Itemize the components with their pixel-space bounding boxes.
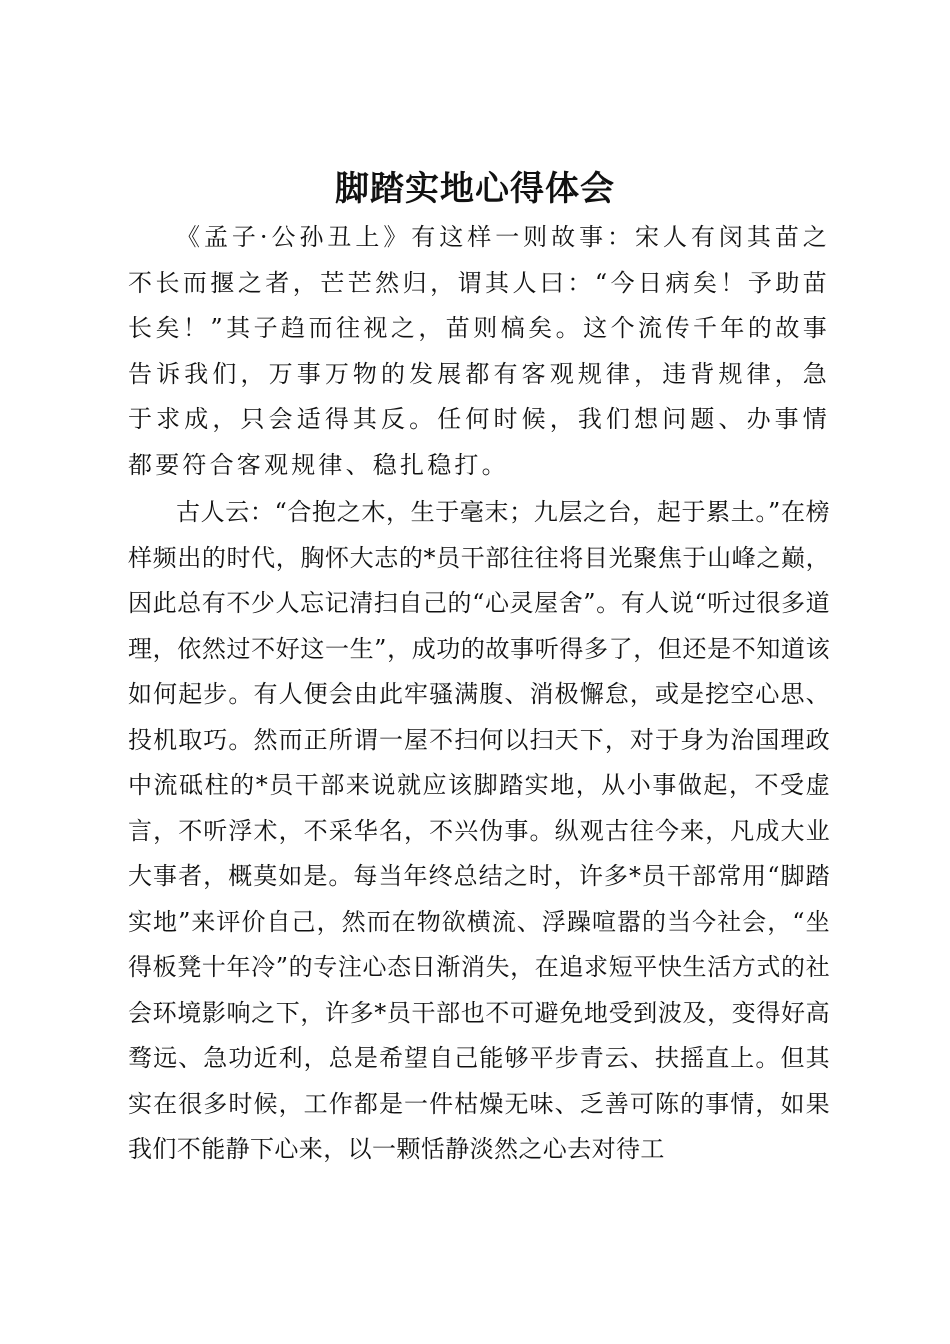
paragraph-mencius-story: 《孟子·公孙丑上》有这样一则故事：宋人有闵其苗之不长而揠之者，芒芒然归，谓其人曰：“今日病矣！予助苗长矣！”其子趋而往视之，苗则槁矣。这个流传千年的故事告诉我们，万事万物的发展都有客观规律，违背规律，急于求成，只会适得其反。任何时候，我们想问题、办事情都要符合客观规律、稳扎稳打。 [128,223,830,479]
paragraph-down-to-earth: 古人云：“合抱之木，生于毫末；九层之台，起于累土。”在榜样频出的时代，胸怀大志的*员干部往往将目光聚焦于山峰之巅，因此总有不少人忘记清扫自己的“心灵屋舍”。有人说“听过很多道理，依然过不好这一生”，成功的故事听得多了，但还是不知道该如何起步。有人便会由此牢骚满腹、消极懈怠，或是挖空心思、投机取巧。然而正所谓一屋不扫何以扫天下，对于身为治国理政中流砥柱的*员干部来说就应该脚踏实地，从小事做起，不受虚言，不听浮术，不采华名，不兴伪事。纵观古往今来，凡成大业大事者，概莫如是。每当年终总结之时，许多*员干部常用“脚踏实地”来评价自己，然而在物欲横流、浮躁喧嚣的当今社会，“坐得板凳十年冷”的专注心态日渐消失，在追求短平快生活方式的社会环境影响之下，许多*员干部也不可避免地受到波及，变得好高骛远、急功近利，总是希望自己能够平步青云、扶摇直上。但其实在很多时候，工作都是一件枯燥无味、乏善可陈的事情，如果我们不能静下心来，以一颗恬静淡然之心去对待工 [128,498,830,1163]
document-title: 脚踏实地心得体会 [335,169,615,209]
